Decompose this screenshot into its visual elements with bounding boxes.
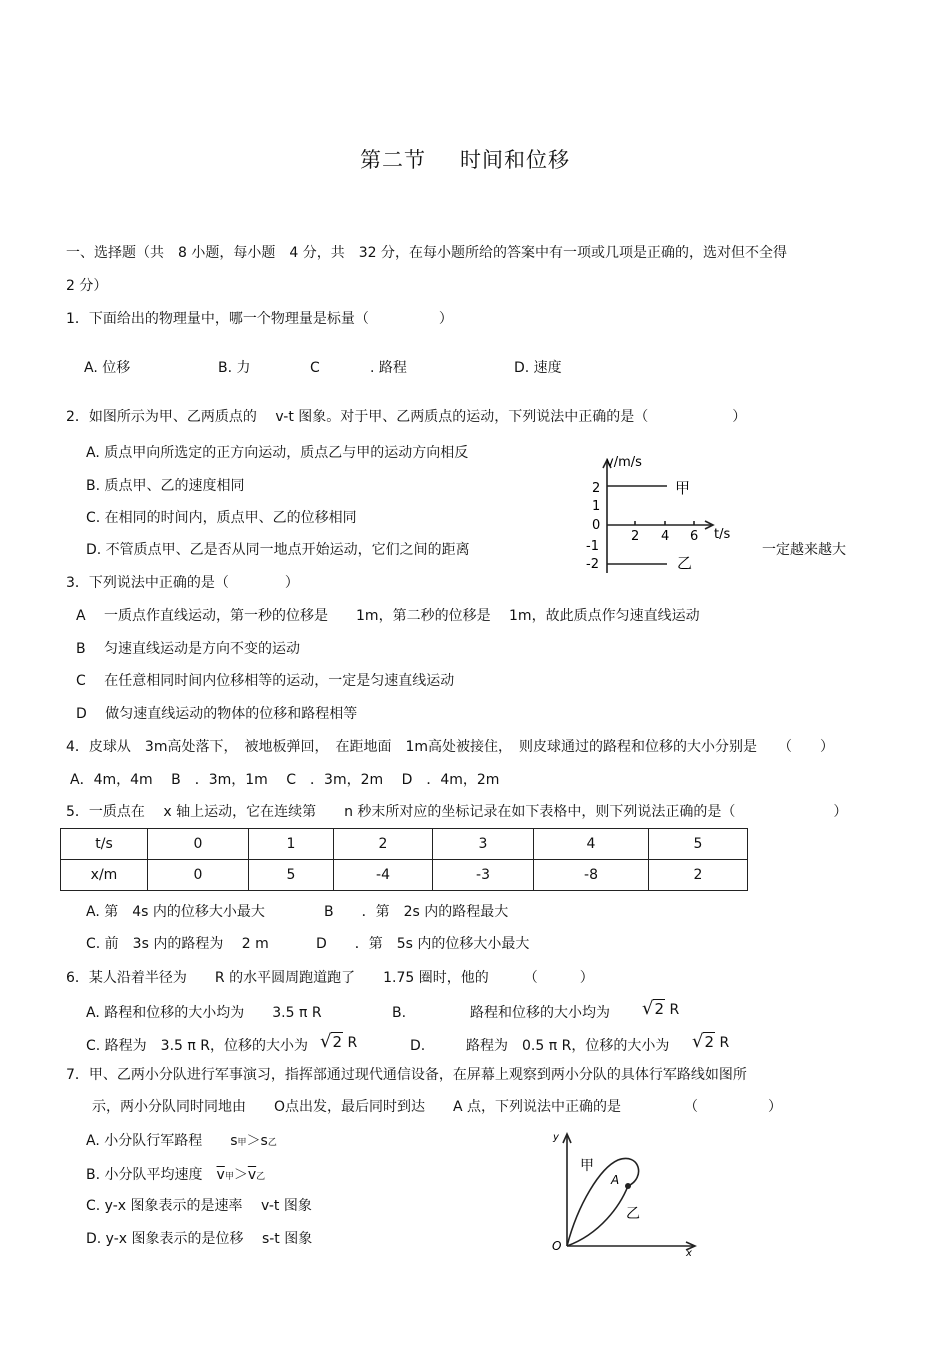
- q6-option-b-text: 路程和位移的大小均为: [470, 1005, 610, 1021]
- sqrt-icon: √: [692, 1031, 704, 1052]
- section-header-line1: 一、选择题（共 8 小题，每小题 4 分，共 32 分，在每小题所给的答案中有一项或几项是正确的，选对但不全得: [66, 245, 787, 261]
- q7-graph-y-label: y: [553, 1132, 559, 1143]
- q7-stem-line1: 7．甲、乙两小分队进行军事演习，指挥部通过现代通信设备，在屏幕上观察到两小分队的具体行军路线如图所: [66, 1067, 747, 1083]
- q3-stem: 3．下列说法中正确的是（ ）: [66, 575, 299, 591]
- q7-graph-x-label: x: [686, 1248, 692, 1258]
- q2-graph-ytick-neg1: -1: [586, 539, 599, 554]
- q2-graph-x-label: t/s: [714, 527, 731, 542]
- q4-options: A．4m，4m B ．3m，1m C ．3m，2m D ．4m，2m: [70, 772, 500, 788]
- q5-header-cell: 5: [649, 829, 748, 860]
- q3-option-a: A 一质点作直线运动，第一秒的位移是 1m，第二秒的位移是 1m，故此质点作匀速直线运动: [76, 608, 700, 624]
- q2-graph-y-label: v/m/s: [606, 455, 642, 470]
- q7-option-b-sub1: 甲: [224, 1172, 234, 1182]
- q7-graph-origin: O: [552, 1239, 562, 1253]
- q1-stem: 1．下面给出的物理量中，哪一个物理量是标量（ ）: [66, 311, 453, 327]
- q2-option-a: A. 质点甲向所选定的正方向运动，质点乙与甲的运动方向相反: [86, 445, 469, 461]
- q5-option-d: D ．第 5s 内的位移大小最大: [316, 936, 530, 952]
- q7-point-a-marker: [625, 1183, 631, 1189]
- q5-cell: -3: [433, 860, 534, 891]
- q2-series-jia-label: 甲: [675, 479, 691, 497]
- q3-option-b: B 匀速直线运动是方向不变的运动: [76, 641, 301, 657]
- q7-option-a-sub2: 乙: [267, 1138, 277, 1148]
- q5-cell: -8: [534, 860, 649, 891]
- q1-option-a: A. 位移: [84, 360, 131, 376]
- q2-series-yi-label: 乙: [677, 554, 693, 572]
- section-header-line2: 2 分）: [66, 278, 108, 294]
- q7-graph-jia-label: 甲: [580, 1158, 594, 1174]
- q6-option-d-text: 路程为 0.5 π R，位移的大小为: [466, 1038, 670, 1054]
- radius-symbol: R: [347, 1035, 358, 1051]
- sqrt-icon: √: [642, 998, 654, 1019]
- radius-symbol: R: [669, 1002, 680, 1018]
- q2-graph-xtick-4: 4: [661, 529, 670, 544]
- q2-graph-ytick-2: 2: [592, 481, 601, 496]
- q5-table-header-row: [61, 829, 748, 860]
- q7-option-b-sub2: 乙: [256, 1172, 266, 1182]
- q7-graph-yi-label: 乙: [626, 1206, 640, 1222]
- q6-option-a: A. 路程和位移的大小均为 3.5 π R: [86, 1005, 322, 1021]
- q2-vt-graph: [580, 448, 750, 578]
- q7-option-c: C. y-x 图象表示的是速率 v-t 图象: [86, 1198, 312, 1214]
- q1-option-b: B. 力: [218, 360, 251, 376]
- q2-graph-xtick-2: 2: [631, 529, 640, 544]
- q6-option-d-label: D.: [410, 1038, 426, 1054]
- q3-option-c: C 在任意相同时间内位移相等的运动，一定是匀速直线运动: [76, 673, 455, 689]
- q5-cell: 2: [649, 860, 748, 891]
- q7-route-graph: [548, 1126, 708, 1258]
- q7-option-b-text: B. 小分队平均速度: [86, 1167, 217, 1183]
- radius-symbol: R: [719, 1035, 730, 1051]
- q2-graph-ytick-0: 0: [592, 518, 601, 533]
- q1-option-c-text: . 路程: [370, 360, 407, 376]
- q7-option-b-vbar2: $\overline{v}$: [247, 1167, 257, 1183]
- q7-option-a: [86, 1134, 277, 1148]
- q2-stem: 2．如图所示为甲、乙两质点的 v-t 图象。对于甲、乙两质点的运动，下列说法中正确的是（ ）: [66, 409, 747, 425]
- q2-graph-ytick-1: 1: [592, 499, 601, 514]
- q5-option-b: B ．第 2s 内的路程最大: [324, 904, 509, 920]
- q5-cell: 5: [249, 860, 334, 891]
- q7-option-b: [86, 1168, 265, 1182]
- q6-option-c-sqrt: [320, 1033, 357, 1051]
- q7-graph-point-a: A: [611, 1173, 620, 1187]
- q7-option-b-vbar: $\overline{v}$: [216, 1167, 225, 1183]
- q2-graph-xtick-6: 6: [690, 529, 699, 544]
- q5-header-cell: 0: [148, 829, 249, 860]
- q5-cell: -4: [334, 860, 433, 891]
- q5-header-cell: 1: [249, 829, 334, 860]
- sqrt-icon: √: [320, 1031, 332, 1052]
- title-part2: 时间和位移: [460, 148, 570, 172]
- page-title: [360, 150, 570, 171]
- q3-option-d: D 做匀速直线运动的物体的位移和路程相等: [76, 706, 358, 722]
- q2-option-b: B. 质点甲、乙的速度相同: [86, 478, 245, 494]
- q7-option-d: D. y-x 图象表示的是位移 s-t 图象: [86, 1231, 313, 1247]
- q7-option-a-mid: ＞s: [246, 1133, 268, 1149]
- q5-header-cell: 3: [433, 829, 534, 860]
- q7-option-a-text: A. 小分队行军路程 s: [86, 1133, 238, 1149]
- q4-stem: 4．皮球从 3m高处落下， 被地板弹回， 在距地面 1m高处被接住， 则皮球通过的路程和位移的大小分别是 （ ）: [66, 739, 834, 755]
- q1-option-c-label: C: [310, 360, 320, 376]
- q6-option-b-sqrt: [642, 1000, 679, 1018]
- q5-cell: 0: [148, 860, 249, 891]
- q1-option-d: D. 速度: [514, 360, 562, 376]
- q2-graph-ytick-neg2: -2: [586, 557, 599, 572]
- q5-table: [60, 828, 748, 891]
- sqrt-radicand: 2: [704, 1033, 715, 1051]
- q5-header-cell: 2: [334, 829, 433, 860]
- q6-stem: 6．某人沿着半径为 R 的水平圆周跑道跑了 1.75 圈时，他的 （ ）: [66, 970, 594, 986]
- q2-option-c: C. 在相同的时间内，质点甲、乙的位移相同: [86, 510, 357, 526]
- q7-stem-line2: 示，两小分队同时同地由 O点出发，最后同时到达 A 点，下列说法中正确的是 （ ）: [92, 1099, 783, 1115]
- sqrt-radicand: 2: [654, 1000, 665, 1018]
- q7-route-jia: [567, 1158, 639, 1246]
- title-part1: 第二节: [360, 148, 426, 172]
- q5-stem: 5．一质点在 x 轴上运动，它在连续第 n 秒末所对应的坐标记录在如下表格中，则下列说法正确的是（ ）: [66, 804, 848, 820]
- q6-option-d-sqrt: [692, 1033, 729, 1051]
- q5-header-cell: t/s: [61, 829, 148, 860]
- q6-option-c: C. 路程为 3.5 π R，位移的大小为: [86, 1038, 308, 1054]
- q5-option-c: C. 前 3s 内的路程为 2 m: [86, 936, 269, 952]
- q5-option-a: A. 第 4s 内的位移大小最大: [86, 904, 265, 920]
- q5-header-cell: 4: [534, 829, 649, 860]
- q2-option-d-end: 一定越来越大: [762, 542, 846, 558]
- q5-table-row: [61, 860, 748, 891]
- q7-option-a-sub1: 甲: [237, 1138, 247, 1148]
- sqrt-radicand: 2: [332, 1033, 343, 1051]
- q6-option-b-label: B.: [392, 1005, 407, 1021]
- q5-cell: x/m: [61, 860, 148, 891]
- q2-option-d: D. 不管质点甲、乙是否从同一地点开始运动，它们之间的距离: [86, 542, 470, 558]
- q7-option-b-mid: ＞: [233, 1167, 248, 1183]
